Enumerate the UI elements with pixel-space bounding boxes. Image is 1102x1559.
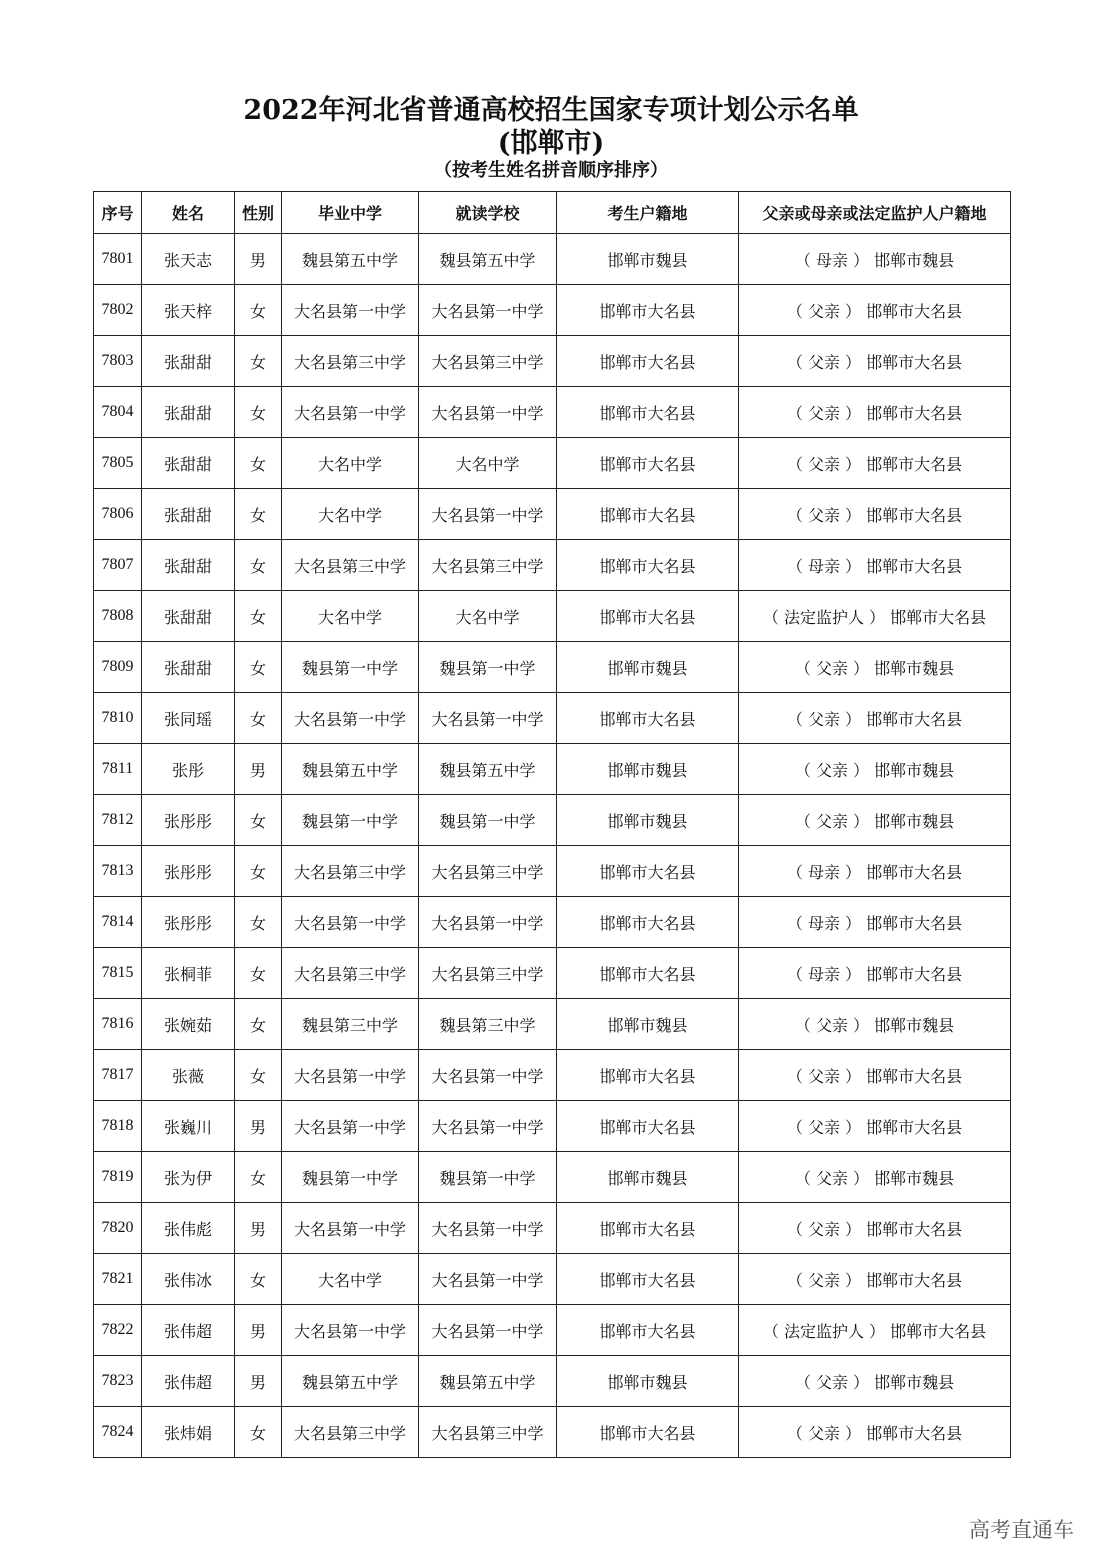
cell-seq: 7815 xyxy=(94,948,142,999)
cell-gender: 女 xyxy=(235,1152,282,1203)
cell-current-school: 魏县第一中学 xyxy=(419,795,557,846)
cell-student-residence: 邯郸市大名县 xyxy=(557,1050,739,1101)
table-row xyxy=(94,693,1011,744)
cell-guardian-residence: （ 母亲 ） 邯郸市魏县 xyxy=(739,234,1011,285)
cell-current-school: 大名县第三中学 xyxy=(419,336,557,387)
cell-grad-school: 大名县第一中学 xyxy=(282,387,419,438)
cell-gender: 女 xyxy=(235,540,282,591)
cell-guardian-residence: （ 母亲 ） 邯郸市大名县 xyxy=(739,846,1011,897)
cell-current-school: 大名县第一中学 xyxy=(419,1305,557,1356)
col-header-guardian-residence: 父亲或母亲或法定监护人户籍地 xyxy=(739,192,1011,234)
cell-guardian-residence: （ 父亲 ） 邯郸市大名县 xyxy=(739,438,1011,489)
cell-current-school: 大名县第三中学 xyxy=(419,540,557,591)
table-row xyxy=(94,336,1011,387)
cell-current-school: 大名县第一中学 xyxy=(419,897,557,948)
cell-guardian-residence: （ 法定监护人 ） 邯郸市大名县 xyxy=(739,591,1011,642)
table-header-row xyxy=(94,192,1011,234)
cell-grad-school: 大名县第一中学 xyxy=(282,285,419,336)
page-title: 2022年河北省普通高校招生国家专项计划公示名单 xyxy=(243,95,859,126)
cell-grad-school: 大名县第三中学 xyxy=(282,948,419,999)
cell-name: 张甜甜 xyxy=(142,591,235,642)
table-row xyxy=(94,642,1011,693)
table-row xyxy=(94,1254,1011,1305)
cell-guardian-residence: （ 母亲 ） 邯郸市大名县 xyxy=(739,948,1011,999)
cell-guardian-residence: （ 法定监护人 ） 邯郸市大名县 xyxy=(739,1305,1011,1356)
cell-name: 张甜甜 xyxy=(142,540,235,591)
cell-gender: 女 xyxy=(235,1050,282,1101)
cell-guardian-residence: （ 父亲 ） 邯郸市大名县 xyxy=(739,285,1011,336)
cell-gender: 男 xyxy=(235,234,282,285)
cell-gender: 男 xyxy=(235,744,282,795)
cell-gender: 女 xyxy=(235,336,282,387)
cell-current-school: 大名县第三中学 xyxy=(419,846,557,897)
cell-student-residence: 邯郸市大名县 xyxy=(557,1101,739,1152)
cell-guardian-residence: （ 父亲 ） 邯郸市魏县 xyxy=(739,795,1011,846)
cell-guardian-residence: （ 父亲 ） 邯郸市魏县 xyxy=(739,1152,1011,1203)
col-header-grad-school: 毕业中学 xyxy=(282,192,419,234)
cell-current-school: 大名县第一中学 xyxy=(419,285,557,336)
cell-seq: 7812 xyxy=(94,795,142,846)
cell-name: 张天志 xyxy=(142,234,235,285)
cell-student-residence: 邯郸市大名县 xyxy=(557,948,739,999)
cell-grad-school: 大名中学 xyxy=(282,591,419,642)
cell-current-school: 魏县第一中学 xyxy=(419,1152,557,1203)
cell-name: 张薇 xyxy=(142,1050,235,1101)
cell-student-residence: 邯郸市魏县 xyxy=(557,642,739,693)
cell-name: 张巍川 xyxy=(142,1101,235,1152)
cell-current-school: 魏县第五中学 xyxy=(419,1356,557,1407)
cell-current-school: 魏县第一中学 xyxy=(419,642,557,693)
cell-guardian-residence: （ 父亲 ） 邯郸市魏县 xyxy=(739,642,1011,693)
cell-student-residence: 邯郸市大名县 xyxy=(557,336,739,387)
cell-guardian-residence: （ 母亲 ） 邯郸市大名县 xyxy=(739,540,1011,591)
cell-name: 张天梓 xyxy=(142,285,235,336)
cell-current-school: 魏县第三中学 xyxy=(419,999,557,1050)
cell-current-school: 大名县第一中学 xyxy=(419,1203,557,1254)
cell-guardian-residence: （ 母亲 ） 邯郸市大名县 xyxy=(739,897,1011,948)
cell-guardian-residence: （ 父亲 ） 邯郸市大名县 xyxy=(739,1254,1011,1305)
cell-guardian-residence: （ 父亲 ） 邯郸市大名县 xyxy=(739,1050,1011,1101)
table-row xyxy=(94,999,1011,1050)
col-header-gender: 性别 xyxy=(235,192,282,234)
cell-gender: 女 xyxy=(235,795,282,846)
cell-grad-school: 大名中学 xyxy=(282,1254,419,1305)
table-row xyxy=(94,285,1011,336)
cell-student-residence: 邯郸市大名县 xyxy=(557,489,739,540)
table-row xyxy=(94,591,1011,642)
cell-name: 张为伊 xyxy=(142,1152,235,1203)
cell-grad-school: 大名中学 xyxy=(282,438,419,489)
cell-seq: 7805 xyxy=(94,438,142,489)
table-row xyxy=(94,438,1011,489)
cell-current-school: 大名县第三中学 xyxy=(419,1407,557,1458)
cell-current-school: 大名县第一中学 xyxy=(419,387,557,438)
cell-gender: 女 xyxy=(235,948,282,999)
cell-seq: 7802 xyxy=(94,285,142,336)
table-row xyxy=(94,1203,1011,1254)
cell-gender: 女 xyxy=(235,897,282,948)
cell-gender: 男 xyxy=(235,1203,282,1254)
cell-gender: 女 xyxy=(235,693,282,744)
cell-seq: 7819 xyxy=(94,1152,142,1203)
table-row xyxy=(94,1305,1011,1356)
cell-student-residence: 邯郸市魏县 xyxy=(557,744,739,795)
cell-guardian-residence: （ 父亲 ） 邯郸市魏县 xyxy=(739,744,1011,795)
cell-seq: 7824 xyxy=(94,1407,142,1458)
cell-name: 张炜娟 xyxy=(142,1407,235,1458)
cell-seq: 7801 xyxy=(94,234,142,285)
cell-seq: 7822 xyxy=(94,1305,142,1356)
cell-grad-school: 大名县第三中学 xyxy=(282,336,419,387)
cell-student-residence: 邯郸市大名县 xyxy=(557,846,739,897)
cell-grad-school: 魏县第一中学 xyxy=(282,1152,419,1203)
cell-guardian-residence: （ 父亲 ） 邯郸市大名县 xyxy=(739,387,1011,438)
cell-current-school: 大名中学 xyxy=(419,438,557,489)
table-row xyxy=(94,387,1011,438)
col-header-current-school: 就读学校 xyxy=(419,192,557,234)
cell-student-residence: 邯郸市大名县 xyxy=(557,1254,739,1305)
cell-name: 张彤彤 xyxy=(142,795,235,846)
cell-name: 张甜甜 xyxy=(142,489,235,540)
cell-grad-school: 魏县第五中学 xyxy=(282,234,419,285)
cell-name: 张伟彪 xyxy=(142,1203,235,1254)
table-body xyxy=(94,234,1011,1458)
cell-student-residence: 邯郸市大名县 xyxy=(557,438,739,489)
cell-guardian-residence: （ 父亲 ） 邯郸市魏县 xyxy=(739,1356,1011,1407)
cell-grad-school: 大名县第三中学 xyxy=(282,846,419,897)
cell-gender: 男 xyxy=(235,1305,282,1356)
col-header-student-residence: 考生户籍地 xyxy=(557,192,739,234)
table-row xyxy=(94,1152,1011,1203)
cell-student-residence: 邯郸市魏县 xyxy=(557,234,739,285)
cell-grad-school: 魏县第一中学 xyxy=(282,795,419,846)
cell-grad-school: 大名县第一中学 xyxy=(282,1101,419,1152)
cell-guardian-residence: （ 父亲 ） 邯郸市魏县 xyxy=(739,999,1011,1050)
cell-grad-school: 大名县第一中学 xyxy=(282,1050,419,1101)
cell-gender: 女 xyxy=(235,642,282,693)
cell-seq: 7804 xyxy=(94,387,142,438)
cell-name: 张甜甜 xyxy=(142,387,235,438)
cell-name: 张桐菲 xyxy=(142,948,235,999)
cell-gender: 女 xyxy=(235,489,282,540)
cell-current-school: 魏县第五中学 xyxy=(419,234,557,285)
cell-seq: 7814 xyxy=(94,897,142,948)
cell-student-residence: 邯郸市大名县 xyxy=(557,1203,739,1254)
cell-name: 张伟冰 xyxy=(142,1254,235,1305)
cell-guardian-residence: （ 父亲 ） 邯郸市大名县 xyxy=(739,1203,1011,1254)
city-subtitle: (邯郸市) xyxy=(497,128,605,159)
table-row xyxy=(94,540,1011,591)
cell-grad-school: 大名县第一中学 xyxy=(282,1305,419,1356)
cell-guardian-residence: （ 父亲 ） 邯郸市大名县 xyxy=(739,693,1011,744)
cell-gender: 女 xyxy=(235,285,282,336)
cell-gender: 女 xyxy=(235,846,282,897)
table-row xyxy=(94,948,1011,999)
table-row xyxy=(94,1050,1011,1101)
cell-current-school: 大名县第一中学 xyxy=(419,1050,557,1101)
cell-seq: 7823 xyxy=(94,1356,142,1407)
table-row xyxy=(94,489,1011,540)
cell-gender: 女 xyxy=(235,438,282,489)
cell-guardian-residence: （ 父亲 ） 邯郸市大名县 xyxy=(739,336,1011,387)
cell-student-residence: 邯郸市魏县 xyxy=(557,795,739,846)
cell-name: 张伟超 xyxy=(142,1305,235,1356)
cell-gender: 女 xyxy=(235,1254,282,1305)
table-row xyxy=(94,1101,1011,1152)
cell-name: 张彤彤 xyxy=(142,897,235,948)
cell-name: 张婉茹 xyxy=(142,999,235,1050)
table-row xyxy=(94,234,1011,285)
cell-current-school: 大名县第一中学 xyxy=(419,693,557,744)
cell-student-residence: 邯郸市大名县 xyxy=(557,1305,739,1356)
cell-student-residence: 邯郸市大名县 xyxy=(557,285,739,336)
col-header-name: 姓名 xyxy=(142,192,235,234)
cell-student-residence: 邯郸市魏县 xyxy=(557,1356,739,1407)
cell-seq: 7821 xyxy=(94,1254,142,1305)
cell-grad-school: 大名县第三中学 xyxy=(282,1407,419,1458)
cell-student-residence: 邯郸市大名县 xyxy=(557,540,739,591)
cell-seq: 7820 xyxy=(94,1203,142,1254)
cell-student-residence: 邯郸市大名县 xyxy=(557,693,739,744)
cell-grad-school: 魏县第三中学 xyxy=(282,999,419,1050)
table-row xyxy=(94,1356,1011,1407)
cell-gender: 女 xyxy=(235,591,282,642)
cell-student-residence: 邯郸市魏县 xyxy=(557,999,739,1050)
cell-name: 张伟超 xyxy=(142,1356,235,1407)
cell-current-school: 大名县第一中学 xyxy=(419,489,557,540)
cell-student-residence: 邯郸市大名县 xyxy=(557,1407,739,1458)
cell-student-residence: 邯郸市大名县 xyxy=(557,897,739,948)
cell-name: 张甜甜 xyxy=(142,336,235,387)
cell-grad-school: 大名县第三中学 xyxy=(282,540,419,591)
cell-current-school: 魏县第五中学 xyxy=(419,744,557,795)
cell-gender: 男 xyxy=(235,1356,282,1407)
cell-seq: 7808 xyxy=(94,591,142,642)
watermark: 高考直通车 xyxy=(969,1518,1074,1542)
cell-grad-school: 魏县第五中学 xyxy=(282,1356,419,1407)
cell-grad-school: 大名中学 xyxy=(282,489,419,540)
col-header-seq: 序号 xyxy=(94,192,142,234)
cell-grad-school: 大名县第一中学 xyxy=(282,897,419,948)
table-row xyxy=(94,846,1011,897)
cell-current-school: 大名县第三中学 xyxy=(419,948,557,999)
cell-current-school: 大名县第一中学 xyxy=(419,1254,557,1305)
cell-name: 张彤 xyxy=(142,744,235,795)
cell-gender: 女 xyxy=(235,387,282,438)
cell-seq: 7816 xyxy=(94,999,142,1050)
cell-grad-school: 魏县第五中学 xyxy=(282,744,419,795)
cell-guardian-residence: （ 父亲 ） 邯郸市大名县 xyxy=(739,1407,1011,1458)
cell-seq: 7803 xyxy=(94,336,142,387)
sort-note: （按考生姓名拼音顺序排序） xyxy=(434,160,668,181)
cell-seq: 7813 xyxy=(94,846,142,897)
cell-current-school: 大名县第一中学 xyxy=(419,1101,557,1152)
cell-name: 张甜甜 xyxy=(142,438,235,489)
cell-seq: 7818 xyxy=(94,1101,142,1152)
cell-seq: 7809 xyxy=(94,642,142,693)
cell-seq: 7807 xyxy=(94,540,142,591)
table-row xyxy=(94,897,1011,948)
cell-seq: 7817 xyxy=(94,1050,142,1101)
cell-grad-school: 魏县第一中学 xyxy=(282,642,419,693)
cell-guardian-residence: （ 父亲 ） 邯郸市大名县 xyxy=(739,1101,1011,1152)
cell-student-residence: 邯郸市大名县 xyxy=(557,591,739,642)
cell-grad-school: 大名县第一中学 xyxy=(282,1203,419,1254)
cell-gender: 女 xyxy=(235,999,282,1050)
cell-student-residence: 邯郸市大名县 xyxy=(557,387,739,438)
cell-gender: 男 xyxy=(235,1101,282,1152)
table-row xyxy=(94,744,1011,795)
cell-gender: 女 xyxy=(235,1407,282,1458)
cell-seq: 7806 xyxy=(94,489,142,540)
cell-guardian-residence: （ 父亲 ） 邯郸市大名县 xyxy=(739,489,1011,540)
cell-name: 张彤彤 xyxy=(142,846,235,897)
table-row xyxy=(94,1407,1011,1458)
cell-seq: 7811 xyxy=(94,744,142,795)
cell-grad-school: 大名县第一中学 xyxy=(282,693,419,744)
roster-table xyxy=(93,191,1011,1458)
cell-name: 张甜甜 xyxy=(142,642,235,693)
cell-name: 张同瑶 xyxy=(142,693,235,744)
cell-seq: 7810 xyxy=(94,693,142,744)
table-row xyxy=(94,795,1011,846)
cell-current-school: 大名中学 xyxy=(419,591,557,642)
cell-student-residence: 邯郸市魏县 xyxy=(557,1152,739,1203)
